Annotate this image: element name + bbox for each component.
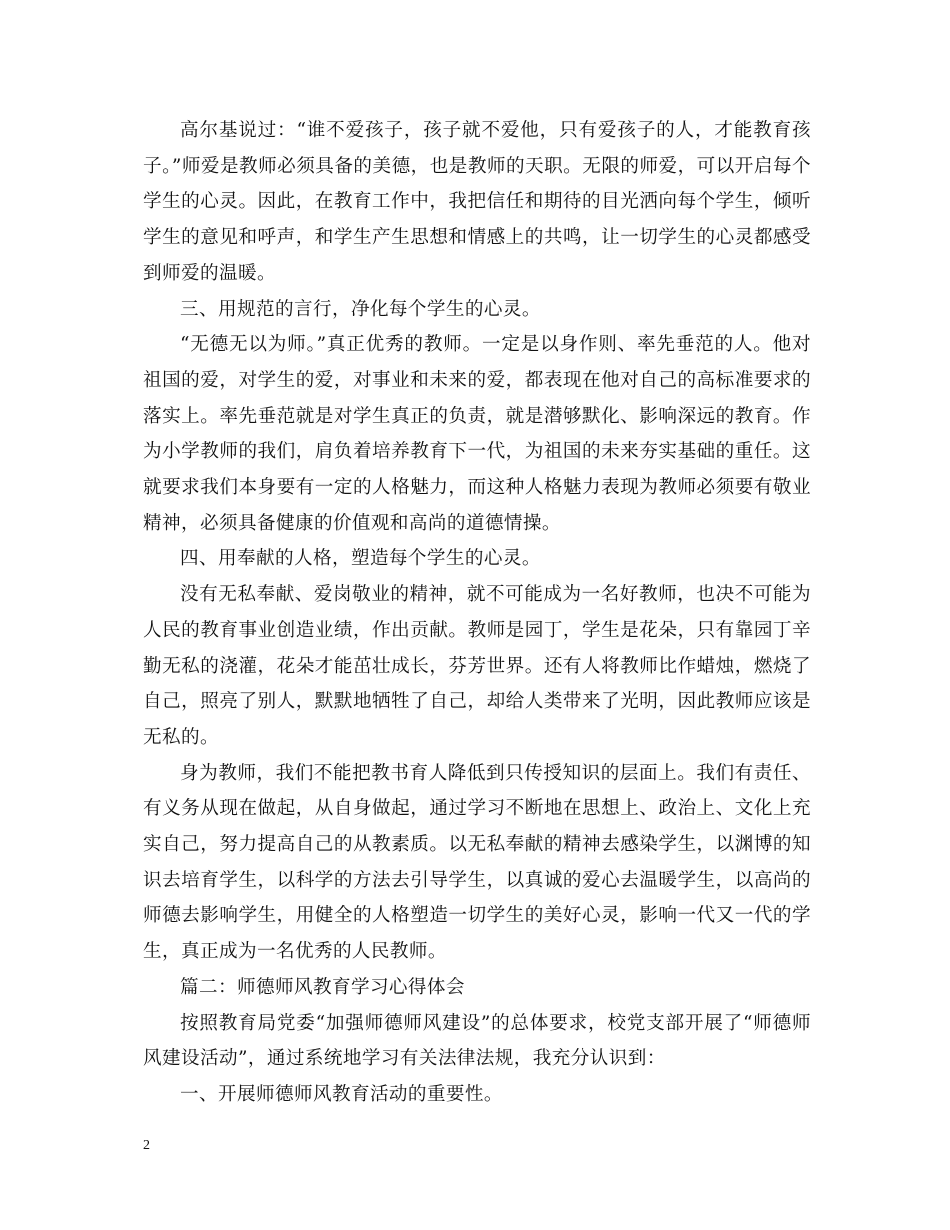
paragraph-virtue: “无德无以为师。”真正优秀的教师。一定是以身作则、率先垂范的人。他对祖国的爱，对学生的爱，对事业和未来的爱，都表现在他对自己的高标准要求的落实上。率先垂范就是对学生真正的负责，就是潜够默化、影响深远的教育。作为小学教师的我们，肩负着培养教育下一代，为祖国的未来夯实基础的重任。这就要求我们本身要有一定的人格魅力，而这种人格魅力表现为教师必须要有敬业精神，必须具备健康的价值观和高尚的道德情操。 <box>143 334 811 534</box>
paragraph-dedication: 没有无私奉献、爱岗敬业的精神，就不可能成为一名好教师，也决不可能为人民的教育事业创造业绩，作出贡献。教师是园丁，学生是花朵，只有靠园丁辛勤无私的浇灌，花朵才能茁壮成长，芬芳世界。还有人将教师比作蜡烛，燃烧了自己，照亮了别人，默默地牺牲了自己，却给人类带来了光明，因此教师应该是无私的。 <box>143 584 811 748</box>
page-number: 2 <box>143 1138 150 1153</box>
section-heading-four: 四、用奉献的人格，塑造每个学生的心灵。 <box>180 548 541 570</box>
paragraph-gorky-quote: 高尔基说过：“谁不爱孩子，孩子就不爱他，只有爱孩子的人，才能教育孩子。”师爱是教师必须具备的美德，也是教师的天职。无限的师爱，可以开启每个学生的心灵。因此，在教育工作中，我把信任和期待的目光洒向每个学生，倾听学生的意见和呼声，和学生产生思想和情感上的共鸣，让一切学生的心灵都感受到师爱的温暖。 <box>143 120 811 284</box>
paragraph-responsibility: 身为教师，我们不能把教书育人降低到只传授知识的层面上。我们有责任、有义务从现在做起，从自身做起，通过学习不断地在思想上、政治上、文化上充实自己，努力提高自己的从教素质。以无私奉献的精神去感染学生，以渊博的知识去培育学生，以科学的方法去引导学生，以真诚的爱心去温暖学生，以高尚的师德去影响学生，用健全的人格塑造一切学生的美好心灵，影响一代又一代的学生，真正成为一名优秀的人民教师。 <box>143 762 811 963</box>
section-heading-one: 一、开展师德师风教育活动的重要性。 <box>180 1083 503 1105</box>
section-heading-three: 三、用规范的言行，净化每个学生的心灵。 <box>180 298 541 320</box>
article-two-title: 篇二：师德师风教育学习心得体会 <box>180 976 465 998</box>
document-body <box>143 113 811 1113</box>
paragraph-requirements: 按照教育局党委“加强师德师风建设”的总体要求，校党支部开展了“师德师风建设活动”，通过系统地学习有关法律法规，我充分认识到： <box>143 1012 811 1070</box>
